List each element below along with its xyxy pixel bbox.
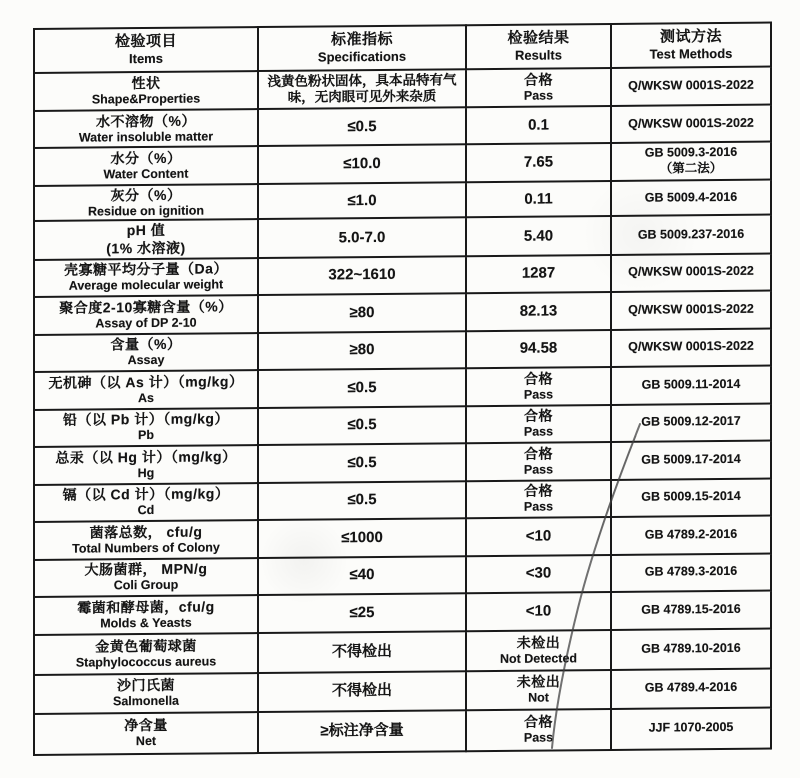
item-en: Residue on ignition: [88, 203, 204, 219]
method-value: GB 5009.4-2016: [644, 189, 738, 205]
item-cell: [34, 673, 258, 714]
coa-table: [33, 22, 772, 756]
header-spec-zh: 标准指标: [330, 31, 393, 49]
item-zh: 铅（以 Pb 计）（mg/kg）: [63, 410, 229, 429]
method-cell: [611, 180, 771, 217]
table-row: [34, 253, 771, 296]
result-en: Pass: [523, 462, 554, 477]
result-en: Pass: [523, 88, 554, 104]
result-cell: [466, 255, 611, 293]
method-cell: [611, 515, 771, 554]
item-cell: [34, 109, 258, 148]
spec-value: ≤40: [349, 566, 375, 584]
header-methods-zh: 测试方法: [659, 28, 722, 46]
header-specifications: [258, 25, 466, 71]
spec-cell: [258, 182, 466, 219]
result-value: <30: [525, 564, 552, 582]
item-en: Water insoluble matter: [78, 129, 214, 145]
spec-cell: [258, 481, 466, 520]
result-value: <10: [525, 527, 552, 545]
coa-table-wrap: [33, 22, 770, 756]
method-cell: [611, 628, 771, 669]
method-value: GB 5009.3-2016: [644, 145, 738, 161]
item-en: Molds & Yeasts: [100, 615, 192, 631]
item-cell: [34, 370, 258, 410]
spec-value: ≤25: [349, 603, 375, 621]
spec-value: ≥80: [349, 303, 375, 321]
result-cell: [466, 68, 611, 107]
result-cell: [466, 592, 611, 631]
spec-value: ≤0.5: [347, 453, 377, 471]
table-row: [34, 328, 771, 371]
spec-value: ≤0.5: [347, 117, 377, 135]
method-value: JJF 1070-2005: [648, 720, 734, 735]
spec-cell: [258, 518, 466, 558]
spec-value: ≥80: [349, 341, 375, 359]
spec-cell: [258, 631, 466, 673]
item-zh: 菌落总数， cfu/g: [89, 523, 203, 541]
method-value: GB 4789.3-2016: [644, 564, 738, 579]
spec-cell: [258, 368, 466, 408]
result-value: 0.11: [524, 190, 553, 208]
table-row: [34, 515, 771, 559]
item-zh: 金黄色葡萄球菌: [95, 637, 197, 655]
result-value: 7.65: [523, 153, 554, 171]
item-zh: 聚合度2-10寡糖含量（%）: [59, 298, 233, 316]
method-cell: [611, 590, 771, 629]
method-cell: [611, 403, 771, 441]
result-en: Not Detected: [499, 651, 578, 666]
item-zh: 净含量: [124, 717, 168, 734]
header-methods-en: Test Methods: [649, 45, 733, 62]
item-en: Total Numbers of Colony: [72, 540, 220, 556]
result-en: Pass: [523, 730, 554, 746]
item-en: As: [138, 390, 154, 406]
result-cell: [466, 181, 611, 218]
result-en: Pass: [523, 499, 554, 515]
spec-cell: [258, 293, 466, 333]
table-row: [34, 553, 771, 596]
item-zh: 镉（以 Cd 计）（mg/kg）: [62, 485, 230, 504]
header-methods: [611, 23, 771, 68]
spec-cell: [258, 443, 466, 483]
spec-cell: [258, 256, 466, 295]
item-cell: [34, 146, 258, 186]
method-value: GB 5009.12-2017: [641, 414, 741, 429]
table-row: [34, 590, 771, 634]
table-row: [34, 67, 771, 111]
spec-value: ≤0.5: [347, 491, 377, 509]
method-cell: [611, 365, 771, 404]
method-cell: [611, 253, 771, 291]
table-row: [34, 105, 771, 148]
item-cell: [34, 295, 258, 335]
spec-cell: [258, 107, 466, 146]
item-zh: 性状: [131, 75, 161, 92]
spec-cell: [258, 406, 466, 445]
header-items-en: Items: [129, 50, 163, 66]
header-results-en: Results: [515, 47, 562, 63]
method-cell: [611, 142, 771, 181]
result-value: 82.13: [519, 302, 558, 320]
table-row: [34, 668, 771, 713]
method-cell: [611, 67, 771, 106]
spec-value: ≤1.0: [347, 191, 377, 209]
method-value: GB 5009.15-2014: [641, 489, 741, 504]
item-en: Cd: [137, 503, 155, 518]
spec-cell: [258, 710, 466, 753]
method-value: GB 4789.15-2016: [641, 601, 741, 617]
item-zh: 壳寡糖平均分子量（Da）: [64, 260, 228, 279]
item-cell: [34, 408, 258, 447]
method-value: GB 5009.11-2014: [641, 376, 741, 392]
item-en: Shape&Properties: [91, 91, 201, 107]
item-en: Hg: [137, 465, 155, 481]
method-value: GB 5009.17-2014: [641, 451, 741, 467]
result-value: 94.58: [519, 339, 558, 357]
item-en: Average molecular weight: [68, 277, 224, 294]
item-zh: 无机砷（以 As 计）（mg/kg）: [48, 373, 244, 391]
item-en: Staphylococcus aureus: [75, 654, 217, 670]
method-cell: [611, 553, 771, 591]
result-cell: [466, 367, 611, 406]
method-cell: [611, 328, 771, 366]
method-value: Q/WKSW 0001S-2022: [628, 115, 754, 131]
result-cell: [466, 630, 611, 671]
spec-cell: [258, 69, 466, 109]
result-zh: 合格: [524, 482, 553, 500]
spec-cell: [258, 671, 466, 712]
method-cell: [611, 440, 771, 479]
spec-value: ≤0.5: [347, 416, 377, 434]
method-cell: [611, 105, 771, 143]
item-zh: 水分（%）: [110, 149, 182, 167]
item-cell: [34, 483, 258, 522]
item-cell: [34, 184, 258, 221]
result-cell: [466, 555, 611, 593]
result-cell: [466, 143, 611, 182]
result-cell: [466, 405, 611, 443]
result-zh: 合格: [524, 445, 553, 462]
result-zh: 合格: [524, 370, 553, 387]
result-value: 1287: [521, 264, 556, 282]
item-zh: 含量（%）: [110, 336, 182, 353]
item-en: Net: [135, 734, 157, 749]
spec-value: 322~1610: [328, 265, 396, 284]
result-cell: [466, 106, 611, 144]
spec-value: 不得检出: [331, 681, 392, 700]
header-items-zh: 检验项目: [114, 33, 177, 51]
method-value: Q/WKSW 0001S-2022: [628, 77, 754, 93]
spec-value: ≥标注净含量: [320, 721, 404, 740]
method-value: GB 5009.237-2016: [637, 226, 745, 242]
item-en: Coli Group: [113, 578, 179, 593]
item-zh: 沙门氏菌: [117, 677, 175, 694]
header-items: [34, 27, 258, 73]
method-value: Q/WKSW 0001S-2022: [628, 264, 754, 280]
result-cell: [466, 330, 611, 368]
result-cell: [466, 517, 611, 556]
result-value: <10: [525, 602, 552, 620]
result-zh: 合格: [524, 407, 553, 425]
method-cell: [611, 215, 771, 255]
item-cell: [34, 558, 258, 597]
result-en: Not: [528, 690, 549, 706]
item-sub: (1% 水溶液): [106, 239, 186, 256]
spec-value: 不得检出: [331, 642, 392, 661]
table-row: [34, 628, 771, 674]
item-cell: [34, 712, 258, 755]
spec-value: ≤10.0: [343, 154, 381, 173]
result-cell: [466, 480, 611, 518]
item-zh: 霉菌和酵母菌，cfu/g: [77, 598, 215, 616]
spec-cell: [258, 218, 466, 258]
result-value: 5.40: [523, 226, 554, 245]
item-zh: 灰分（%）: [110, 186, 182, 204]
table-row: [34, 478, 771, 521]
spec-value: 浅黄色粉状固体，具本品特有气味，无肉眼可见外来杂质: [267, 71, 457, 105]
result-cell: [466, 292, 611, 331]
item-cell: [34, 333, 258, 372]
method-value: GB 4789.4-2016: [644, 680, 738, 695]
header-results-zh: 检验结果: [507, 29, 570, 48]
method-note: （第二法）: [659, 160, 723, 176]
method-cell: [611, 668, 771, 708]
table-row: [34, 403, 771, 446]
table-row: [34, 142, 771, 186]
table-row: [34, 215, 771, 260]
table-row: [34, 707, 771, 754]
spec-cell: [258, 331, 466, 370]
result-cell: [466, 670, 611, 710]
header-spec-en: Specifications: [317, 48, 407, 65]
item-cell: [34, 595, 258, 635]
result-cell: [466, 709, 611, 751]
item-cell: [34, 258, 258, 297]
item-zh: 水不溶物（%）: [96, 112, 196, 130]
method-cell: [611, 290, 771, 329]
spec-cell: [258, 556, 466, 595]
result-zh: 未检出: [516, 673, 561, 691]
item-cell: [34, 633, 258, 675]
method-value: Q/WKSW 0001S-2022: [628, 301, 754, 317]
spec-cell: [258, 144, 466, 184]
item-cell: [34, 71, 258, 111]
method-value: GB 4789.10-2016: [641, 640, 741, 656]
item-en: Assay: [127, 353, 165, 368]
table-row: [34, 440, 771, 484]
spec-cell: [258, 593, 466, 633]
result-cell: [466, 442, 611, 481]
spec-value: 5.0-7.0: [338, 228, 386, 246]
item-cell: [34, 445, 258, 485]
item-cell: [34, 520, 258, 560]
result-zh: 合格: [524, 713, 553, 731]
method-value: GB 4789.2-2016: [644, 526, 738, 542]
method-cell: [611, 707, 771, 749]
item-en: Pb: [138, 428, 154, 443]
result-cell: [466, 216, 611, 255]
header-row: [34, 23, 771, 73]
result-en: Pass: [523, 387, 554, 402]
item-zh: pH 值: [126, 222, 166, 239]
item-cell: [34, 219, 258, 259]
table-row: [34, 290, 771, 334]
method-value: Q/WKSW 0001S-2022: [628, 339, 754, 355]
item-en: Assay of DP 2-10: [95, 315, 197, 331]
result-en: Pass: [523, 424, 554, 440]
item-zh: 总汞（以 Hg 计）（mg/kg）: [55, 448, 237, 466]
spec-value: ≤0.5: [347, 378, 377, 396]
item-en: Salmonella: [113, 694, 179, 709]
result-value: 0.1: [528, 115, 549, 134]
item-zh: 大肠菌群， MPN/g: [84, 560, 208, 578]
method-cell: [611, 478, 771, 516]
result-zh: 合格: [524, 71, 553, 88]
header-results: [466, 24, 611, 69]
result-zh: 未检出: [516, 634, 561, 651]
table-row: [34, 365, 771, 409]
item-en: Water Content: [103, 166, 189, 182]
spec-value: ≤1000: [341, 528, 383, 546]
